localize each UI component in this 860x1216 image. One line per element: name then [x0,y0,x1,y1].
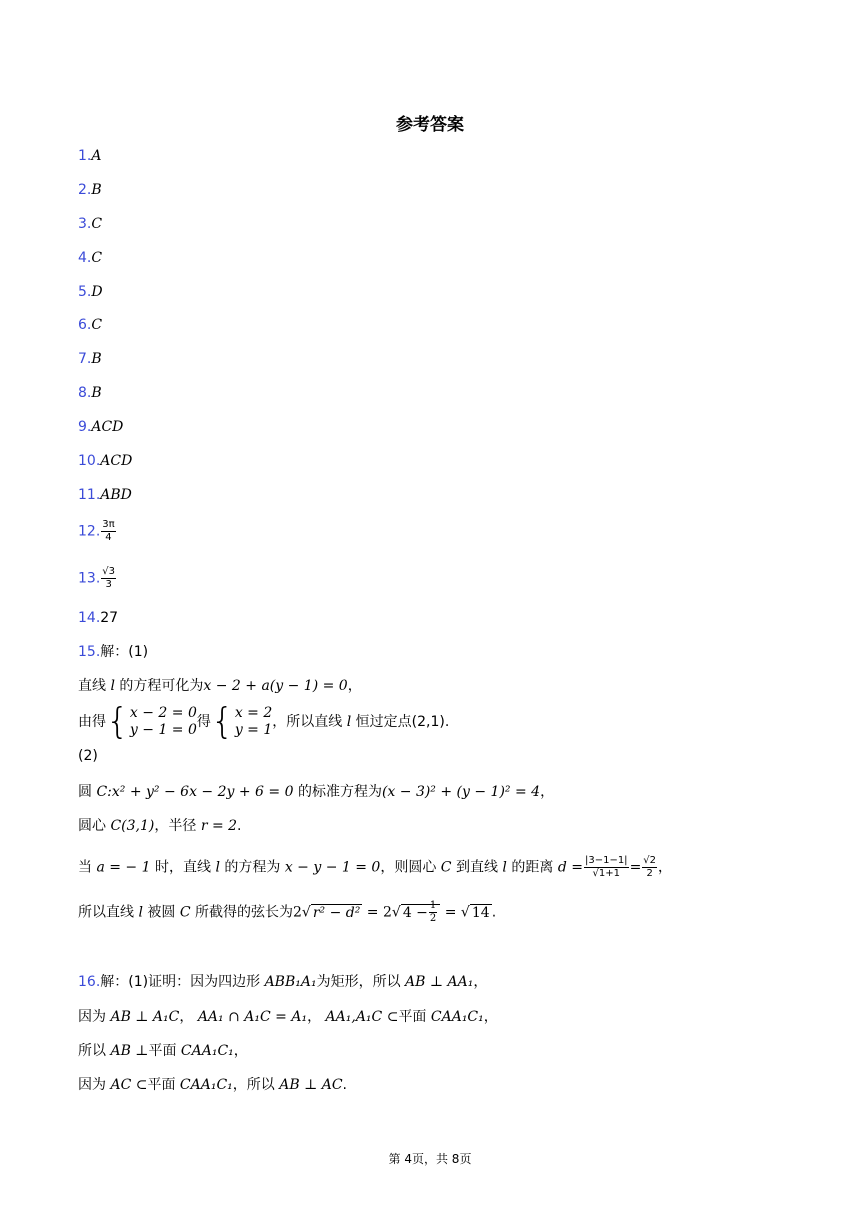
q15-line5: 当 a = − 1 时，直线 l 的方程为 x − y − 1 = 0，则圆心 C 到直线 l 的距离 d = $\frac{|3-1-1|}{√1+1}$ = $\frac{√2}{2}$ ， [78,855,673,879]
answer-8: 8.B [78,385,102,401]
equation-system: { x − 2 = 0 y − 1 = 0 [106,701,197,742]
q15-line2: 由得 { x − 2 = 0 y − 1 = 0 得 { x = 2 y = 1 ，所以直线 l 恒过定点(2,1). [78,701,450,742]
answer-14: 14.27 [78,610,119,626]
q15-heading: 15.解：(1) [78,644,149,660]
answer-11: 11.ABD [78,487,132,503]
q15-line1: 直线 l 的方程可化为x − 2 + a(y − 1) = 0， [78,678,362,694]
q16-line2: 因为 AB ⊥ A₁C， AA₁ ∩ A₁C = A₁， AA₁,A₁C ⊂平面 CAA₁C₁， [78,1009,498,1025]
fraction: $\frac{1}{2}$ [429,900,437,924]
answer-12: 12. $\frac{3\pi}{4}$ [78,519,115,543]
fraction: $\frac{√2}{2}$ [643,855,657,879]
page-title: 参考答案 [396,115,464,135]
fraction: $\frac{√3}{3}$ [102,566,115,590]
answer-1: 1.A [78,148,102,164]
q15-line6: 所以直线 l 被圆 C 所截得的弦长为2√ r² − d² = 2√ 4 − $\frac{1}{2}$ = √ 14 . [78,900,497,924]
q16-line4: 因为 AC ⊂平面 CAA₁C₁，所以 AB ⊥ AC. [78,1077,347,1093]
answer-6: 6.C [78,317,103,333]
answer-2: 2.B [78,182,102,198]
answer-5: 5.D [78,284,103,300]
q16-line3: 所以 AB ⊥平面 CAA₁C₁， [78,1043,248,1059]
answer-7: 7.B [78,351,102,367]
answer-3: 3.C [78,216,103,232]
answer-4: 4.C [78,250,103,266]
answer-13: 13. $\frac{√3}{3}$ [78,566,115,590]
q16-line1: 16.解：(1)证明：因为四边形 ABB₁A₁为矩形，所以 AB ⊥ AA₁， [78,974,488,990]
fraction: $\frac{|3-1-1|}{√1+1}$ [584,855,628,879]
q15-line3: 圆 C:x² + y² − 6x − 2y + 6 = 0 的标准方程为(x − 3)² + (y − 1)² = 4， [78,784,555,800]
fraction: $\frac{3\pi}{4}$ [102,519,115,543]
answer-10: 10.ACD [78,453,133,469]
radicand: 4 − $\frac{1}{2}$ [401,904,440,921]
equation-system: { x = 2 y = 1 [210,701,273,742]
page-footer: 第 4页，共 8页 [388,1152,472,1166]
q15-part2: (2) [78,748,98,764]
q15-line4: 圆心 C(3,1)，半径 r = 2. [78,818,242,834]
answer-9: 9.ACD [78,419,124,435]
